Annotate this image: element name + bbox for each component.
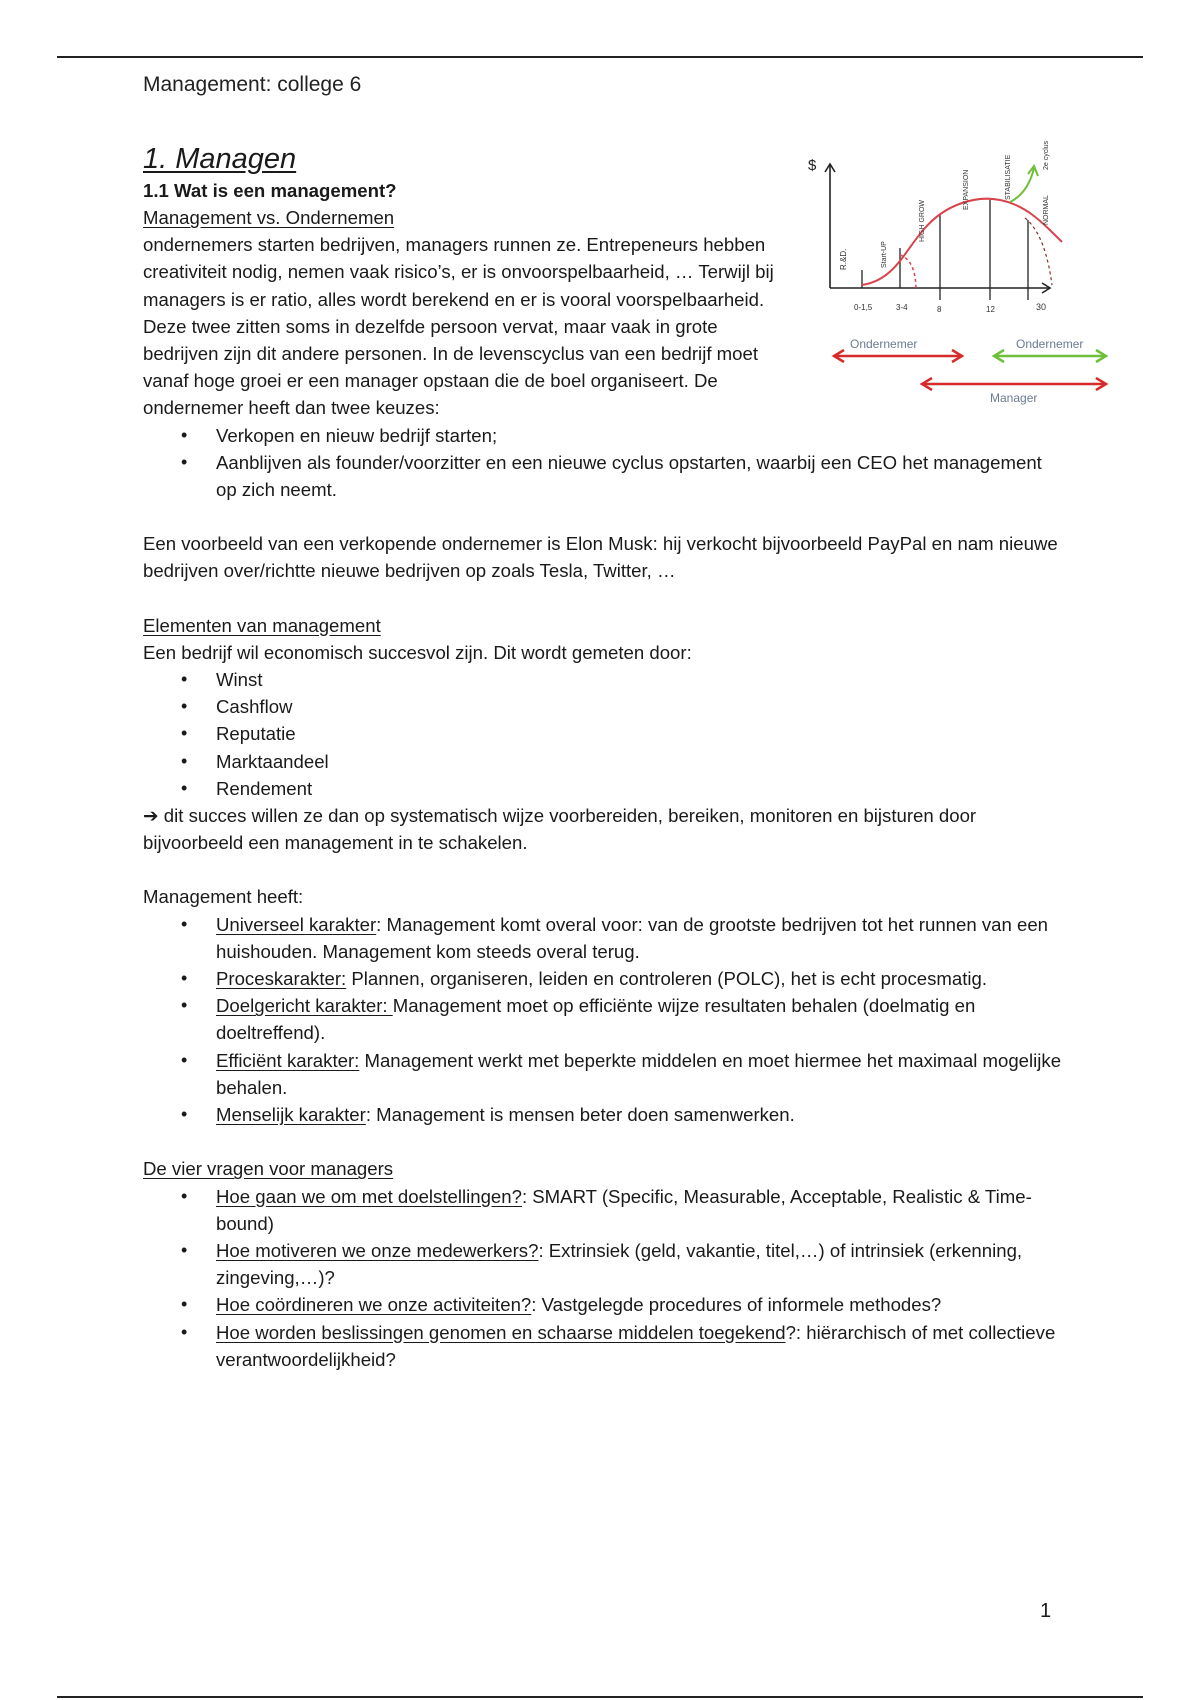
list-item: • Marktaandeel (143, 748, 1063, 775)
stage-label: NORMAL (1043, 195, 1050, 225)
example-paragraph: Een voorbeeld van een verkopende ondernemer is Elon Musk: hij verkocht bijvoorbeeld PayPal en nam nieuwe bedrijven over/richtte nieuwe bedrijven op zoals Tesla, Twitter, … (143, 533, 1058, 582)
questions-list (143, 1183, 1063, 1373)
second-cycle-curve (1010, 168, 1034, 202)
list-item: • Verkopen en nieuw bedrijf starten; (143, 422, 1063, 449)
question-text: Hoe gaan we om met doelstellingen? (216, 1185, 522, 1207)
list-item (143, 992, 1063, 1046)
manager-label: Manager (990, 391, 1038, 405)
questions-heading: De vier vragen voor managers (143, 1158, 394, 1180)
list-item (143, 1047, 1063, 1101)
success-conclusion-text: dit succes willen ze dan op systematisch wijze voorbereiden, bereiken, monitoren en bijsturen door bijvoorbeeld een management in te schakelen. (143, 805, 977, 854)
question-text: Hoe worden beslissingen genomen en schaarse middelen toegekend (216, 1321, 786, 1343)
page-number: 1 (1040, 1600, 1052, 1622)
stage-label: HIGH GROW (919, 200, 926, 242)
list-item (143, 1319, 1063, 1373)
list-item: • Aanblijven als founder/voorzitter en een nieuwe cyclus opstarten, waarbij een CEO het management op zich neemt. (143, 449, 1063, 503)
success-measures-list (143, 666, 1063, 802)
list-item: • Cashflow (143, 693, 1063, 720)
trait-description: Management moet op efficiënte wijze resultaten behalen (doelmatig en doeltreffend). (216, 995, 976, 1044)
trait-description: Management werkt met beperkte middelen en moet hiermee het maximaal mogelijke behalen. (216, 1049, 1062, 1098)
trait-term: Proceskarakter: (216, 968, 347, 990)
x-tick-label: 8 (937, 305, 942, 314)
x-tick-label: 30 (1036, 302, 1047, 312)
list-item: • Universeel karakter: Management komt overal voor: van de grootste bedrijven tot het runnen van een huishouden. Management kom steeds overal terug. (143, 911, 1063, 965)
trait-term: Menselijk karakter (216, 1104, 366, 1126)
question-answer: ?: hiërarchisch of met collectieve verantwoordelijkheid? (216, 1321, 1056, 1370)
intro-paragraph: ondernemers starten bedrijven, managers runnen ze. Entrepeneurs hebben creativiteit nodig, nemen vaak risico’s, er is onvoorspelbaarheid, … Terwijl bij managers is er ratio, alles wordt berekend en er is vooral voorspelbaarheid. Deze twee zitten soms in dezelfde persoon vervat, maar vaak in grote bedrijven zijn dit andere personen. In de levenscyclus van een bedrijf moet vanaf hoge groei er een manager opstaan die de boel organiseert. De ondernemer heeft dan twee keuzes: (143, 234, 774, 419)
x-tick-label: 0-1,5 (854, 303, 873, 312)
list-item: • Winst (143, 666, 1063, 693)
elements-heading: Elementen van management (143, 614, 381, 636)
traits-list (143, 911, 1063, 1129)
trait-term: Doelgericht karakter: (216, 995, 393, 1017)
success-conclusion (143, 802, 1063, 856)
section-title: 1. Managen (143, 143, 297, 175)
trait-description: Management is mensen beter doen samenwerken. (371, 1104, 795, 1126)
trait-description: Plannen, organiseren, leiden en controleren (POLC), het is echt procesmatig. (346, 968, 988, 990)
arrow-right-icon: ➔ (143, 805, 159, 827)
list-item: • Reputatie (143, 720, 1063, 747)
list-item: • Menselijk karakter: Management is mensen beter doen samenwerken. (143, 1101, 1063, 1128)
list-item (143, 965, 1063, 992)
startup-dip-curve (900, 255, 916, 290)
topic-heading-management-vs-ondernemen: Management vs. Ondernemen (143, 207, 395, 228)
elements-intro: Een bedrijf wil economisch succesvol zijn. Dit wordt gemeten door: (143, 641, 692, 663)
list-item (143, 1183, 1063, 1237)
list-item (143, 1237, 1063, 1291)
ondernemer-left-label: Ondernemer (850, 337, 918, 351)
top-rule (57, 56, 1143, 58)
page-header: Management: college 6 (143, 73, 362, 96)
trait-description: Management komt overal voor: van de grootste bedrijven tot het runnen van een huishouden. Management kom steeds overal terug. (216, 913, 1049, 962)
list-item (143, 1291, 1063, 1318)
growth-curve (862, 199, 1062, 285)
stage-label: STABILISATIE (1005, 154, 1012, 200)
list-item: • Rendement (143, 775, 1063, 802)
trait-term: Universeel karakter (216, 913, 377, 935)
stage-label: Start-UP (881, 241, 888, 268)
stage-label: R.&D. (839, 248, 848, 270)
lifecycle-figure (800, 130, 1130, 410)
stage-label: EXPANSION (963, 169, 970, 210)
trait-term: Efficiënt karakter: (216, 1049, 360, 1071)
traits-intro: Management heeft: (143, 886, 304, 908)
lifecycle-diagram (800, 130, 1130, 410)
question-text: Hoe motiveren we onze medewerkers? (216, 1239, 539, 1261)
subsection-title: 1.1 Wat is een management? (143, 180, 397, 201)
question-text: Hoe coördineren we onze activiteiten? (216, 1294, 532, 1316)
question-answer: : Vastgelegde procedures of informele methodes? (531, 1294, 942, 1316)
choices-list (143, 422, 1063, 504)
ondernemer-right-label: Ondernemer (1016, 337, 1084, 351)
question-answer: : Extrinsiek (geld, vakantie, titel,…) of intrinsiek (erkenning, zingeving,…)? (216, 1239, 1023, 1289)
bottom-rule (57, 1696, 1143, 1698)
x-tick-label: 3-4 (896, 303, 908, 312)
stage-label: 2e cyclus (1043, 140, 1050, 170)
y-axis-mark: $ (808, 157, 817, 174)
question-answer: : SMART (Specific, Measurable, Acceptable, Realistic & Time-bound) (216, 1185, 1032, 1234)
x-tick-label: 12 (986, 305, 995, 314)
